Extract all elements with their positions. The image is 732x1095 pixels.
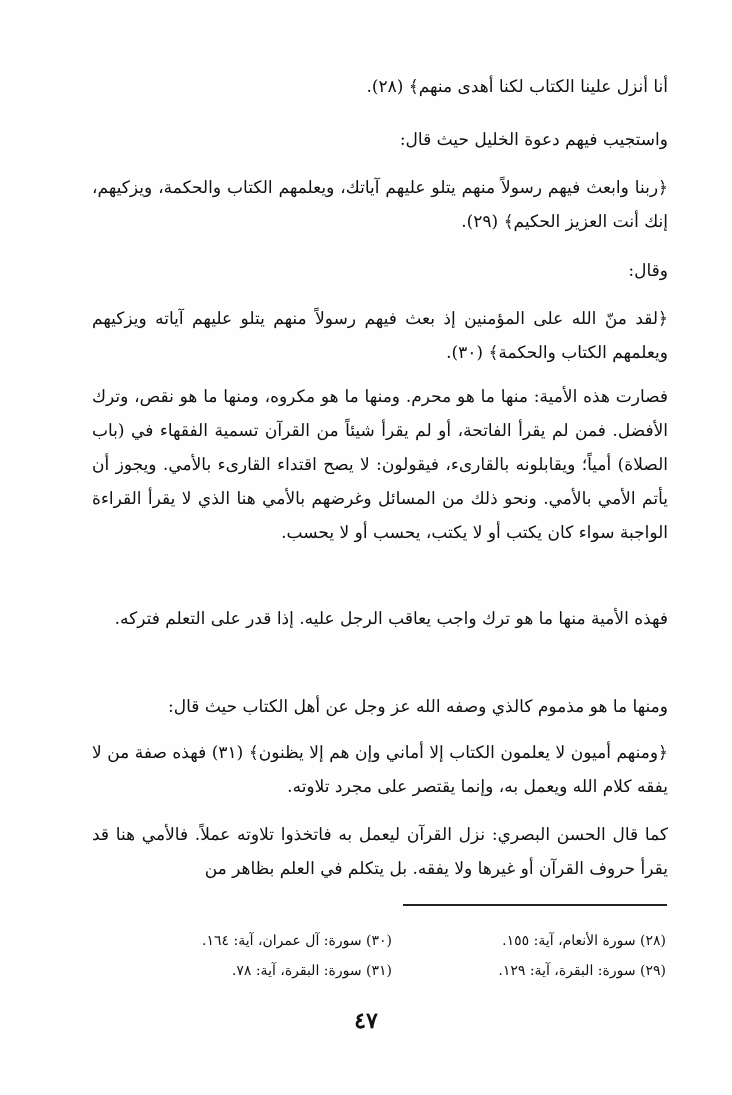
page-number: ٤٧ [354,1008,378,1034]
paragraph-text: واستجيب فيهم دعوة الخليل حيث قال: [399,130,668,150]
paragraph-tark-wajib [92,602,668,636]
paragraph-qala [92,254,668,288]
paragraph-madhmum [92,690,668,724]
paragraph-verse-31 [92,736,668,804]
footnote-30: (٣٠) سورة: آل عمران، آية: ١٦٤. [202,933,392,949]
footnote-31: (٣١) سورة: البقرة، آية: ٧٨. [231,963,392,979]
paragraph-text: ﴿ومنهم أميون لا يعلمون الكتاب إلا أماني وإن هم إلا يظنون﴾ (٣١) فهذه صفة من لا يفقه كلام الله ويعمل به، وإنما يقتصر على مجرد تلاوته. [92,743,668,797]
footnote-29: (٢٩) سورة: البقرة، آية: ١٢٩. [498,963,666,979]
paragraph-text: ﴿لقد منّ الله على المؤمنين إذ بعث فيهم رسولاً منهم يتلو عليهم آياته ويزكيهم ويعلمهم الكتاب والحكمة﴾ (٣٠). [92,309,668,363]
paragraph-text: ومنها ما هو مذموم كالذي وصفه الله عز وجل عن أهل الكتاب حيث قال: [168,697,668,717]
paragraph-verse-30 [92,302,668,370]
paragraph-text: وقال: [628,261,668,281]
footnote-divider [403,904,667,906]
paragraph-text: ﴿ربنا وابعث فيهم رسولاً منهم يتلو عليهم آياتك، ويعلمهم الكتاب والحكمة، ويزكيهم، إنك أنت العزيز الحكيم﴾ (٢٩). [92,178,668,232]
paragraph-text: فصارت هذه الأمية: منها ما هو محرم. ومنها ما هو مكروه، ومنها ما هو نقص، وترك الأفضل. فمن لم يقرأ الفاتحة، أو لم يقرأ شيئاً من القرآن تسمية الفقهاء في (باب الصلاة) أمياً؛ ويقابلونه بالقارىء، فيقولون: لا يصح اقتداء القارىء بالأمي. ويجوز أن يأتم الأمي بالأمي. ونحو ذلك من المسائل وغرضهم بالأمي هنا الذي لا يقرأ القراءة الواجبة سواء كان يكتب أو لا يكتب، يحسب أو لا يحسب. [92,387,668,543]
paragraph-verse-28-end [92,70,668,104]
paragraph-khalil-intro [92,123,668,157]
paragraph-text: أنا أنزل علينا الكتاب لكنا أهدى منهم﴾ (٢٨). [366,77,668,97]
paragraph-hasan-basri [92,818,668,886]
paragraph-text: كما قال الحسن البصري: نزل القرآن ليعمل به فاتخذوا تلاوته عملاً. فالأمي هنا قد يقرأ حروف القرآن أو غيرها ولا يفقه. بل يتكلم في العلم بظاهر من [92,825,668,879]
paragraph-verse-29 [92,171,668,239]
paragraph-text: فهذه الأمية منها ما هو ترك واجب يعاقب الرجل عليه. إذا قدر على التعلم فتركه. [114,609,668,629]
paragraph-ummiyya-types [92,380,668,550]
footnote-28: (٢٨) سورة الأنعام، آية: ١٥٥. [502,933,666,949]
